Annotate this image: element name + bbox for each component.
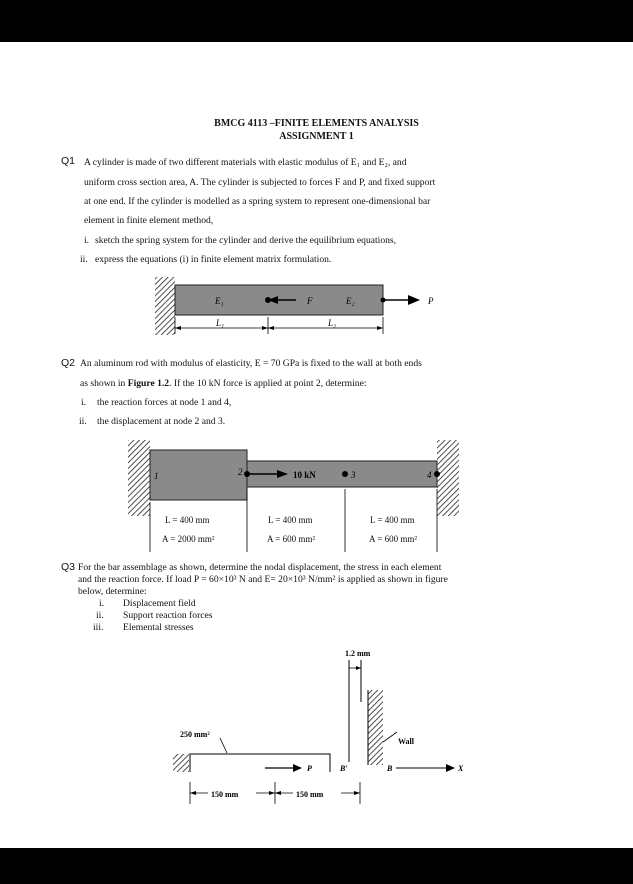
q1-line-3: at one end. If the cylinder is modelled as a spring system to represent one-dimensional bar [84, 196, 431, 207]
q3-number: Q3 [61, 561, 76, 573]
q3-line-3: below, determine: [78, 586, 147, 597]
seg2-area: A = 600 mm² [267, 534, 316, 544]
q1-item-ii: express the equations (i) in finite element matrix formulation. [95, 254, 332, 265]
q3-area-label: 250 mm² [180, 730, 210, 739]
q1-item-i: sketch the spring system for the cylinder and derive the equilibrium equations, [95, 235, 397, 246]
q2-number: Q2 [61, 357, 76, 369]
q3-wall-label: Wall [398, 737, 415, 746]
q3-x-axis-arrow [446, 764, 455, 772]
q3-item-ii-num: ii. [96, 610, 104, 621]
q1-l1-label: L₁ [216, 318, 225, 328]
q3-gap-label: 1.2 mm [345, 649, 371, 658]
q1-e2-label: E₂ [346, 296, 355, 306]
q1-item-i-num: i. [84, 235, 90, 246]
q3-dimension-line [188, 782, 363, 806]
q3-x-label: X [458, 764, 464, 772]
seg3-area: A = 600 mm² [369, 534, 418, 544]
q3-len1-label: 150 mm [211, 790, 239, 799]
q1-l2-label: L₂ [328, 318, 337, 328]
seg1-length: L = 400 mm [165, 515, 210, 525]
figure-ref: Figure 1.2 [127, 378, 170, 389]
assignment-title: ASSIGNMENT 1 [279, 131, 354, 142]
node-4: 4 [427, 470, 432, 480]
assignment-page [0, 42, 633, 848]
q3-b-prime-label: B′ [340, 764, 348, 772]
q2-item-ii: the displacement at node 2 and 3. [97, 416, 226, 427]
q1-cylinder-figure [150, 272, 450, 342]
q3-left-support [173, 754, 189, 772]
node-1: 1 [154, 471, 159, 481]
q3-len2-label: 150 mm [296, 790, 324, 799]
q2-force-label: 10 kN [293, 470, 316, 480]
node-3: 3 [351, 470, 356, 480]
q3-wall [368, 690, 383, 765]
q3-line-1: For the bar assemblage as shown, determine the nodal displacement, the stress in each element [78, 562, 442, 573]
q2-item-i: the reaction forces at node 1 and 4, [97, 397, 232, 408]
q2-item-i-num: i. [81, 397, 87, 408]
seg2-length: L = 400 mm [268, 515, 313, 525]
q2-element-1 [150, 450, 247, 500]
q3-bar-figure [165, 642, 475, 772]
course-title: BMCG 4113 –FINITE ELEMENTS ANALYSIS [214, 118, 419, 129]
q1-f-label: F [307, 296, 313, 306]
q3-item-i: Displacement field [123, 598, 196, 609]
seg3-length: L = 400 mm [370, 515, 415, 525]
q3-item-i-num: i. [99, 598, 105, 609]
node-2: 2 [238, 467, 243, 477]
q3-item-iii-num: iii. [93, 622, 104, 633]
q2-line-1: An aluminum rod with modulus of elasticity, E = 70 GPa is fixed to the wall at both ends [80, 358, 422, 369]
q3-b-label: B [387, 764, 393, 772]
q2-left-wall [128, 440, 150, 516]
seg1-area: A = 2000 mm² [162, 534, 215, 544]
q2-right-wall [437, 440, 459, 516]
q1-line-4: element in finite element method, [84, 215, 214, 226]
q1-e1-label: E₁ [215, 296, 224, 306]
q3-p-label: P [307, 764, 312, 772]
q2-line-2 [80, 378, 367, 390]
q1-p-label: P [428, 296, 434, 306]
q3-item-ii: Support reaction forces [123, 610, 213, 621]
q2-line-2-pre: as shown in [80, 378, 128, 389]
q1-line-1: A cylinder is made of two different materials with elastic modulus of E₁ and E₂, and [84, 157, 407, 168]
q1-item-ii-num: ii. [80, 254, 88, 265]
q1-fixed-wall [155, 277, 175, 335]
q2-item-ii-num: ii. [79, 416, 87, 427]
q1-number: Q1 [61, 155, 76, 167]
q3-item-iii: Elemental stresses [123, 622, 194, 633]
q1-line-2: uniform cross section area, A. The cylinder is subjected to forces F and P, and fixed support [84, 177, 436, 188]
q3-line-2: and the reaction force. If load P = 60×10³ N and E= 20×10³ N/mm² is applied as shown in figure [78, 574, 448, 585]
q1-force-p-arrow [408, 295, 420, 305]
q2-line-2-post: . If the 10 kN force is applied at point 2, determine: [169, 378, 367, 389]
